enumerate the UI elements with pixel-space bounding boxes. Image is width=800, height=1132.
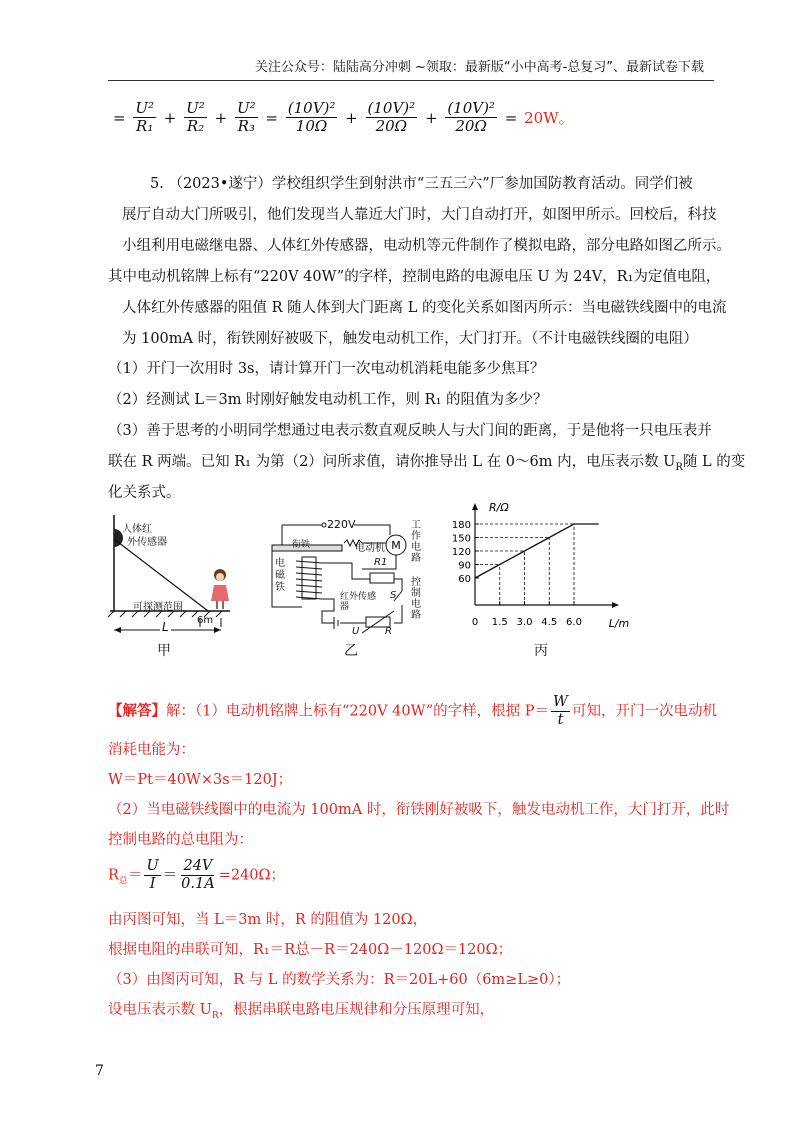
frac-num: U²	[236, 99, 256, 117]
answer-l1b: 可知，开门一次电动机	[571, 703, 717, 720]
q3-sub: R	[675, 461, 683, 473]
yi-ctrl-circuit: 控制电路	[411, 577, 421, 621]
answer-l10a: 设电压表示数 U	[108, 1002, 212, 1018]
x-tick-label: 3.0	[516, 617, 533, 628]
caption-jia: 甲	[157, 643, 171, 659]
question-3-line-1: （3）善于思考的小明同学想通过电表示数直观反映人与大门间的距离，于是他将一只电压表并	[108, 423, 712, 439]
frac-num: (10V)²	[287, 99, 336, 117]
y-tick-label: 150	[451, 533, 471, 545]
frac-num: U²	[186, 99, 205, 117]
yi-U: U	[352, 626, 360, 637]
frac-num: (10V)²	[367, 99, 416, 117]
yi-R1: R1	[374, 557, 388, 568]
answer-sub-total: 总	[118, 876, 128, 887]
answer-line-9: （3）由图丙可知，R 与 L 的数学关系为：R＝20L+60（6m≥L≥0）；	[108, 972, 571, 988]
series-line	[475, 524, 599, 578]
problem-line-2: 展厅自动大门所吸引，他们发现当人靠近大门时，大门自动打开，如图甲所示。回校后，科技	[122, 207, 717, 223]
frac-num: U	[146, 858, 159, 874]
answer-line-5: 控制电路的总电阻为：	[108, 832, 253, 848]
frac-num: 24V	[183, 858, 213, 874]
frac-num: U²	[135, 99, 155, 117]
plus-sign: +	[424, 108, 438, 127]
page-header: 关注公众号：陆陆高分冲刺 ~领取：最新版“小中高考-总复习”、最新试卷下载	[254, 60, 704, 75]
answer-line-4: （2）当电磁铁线圈中的电流为 100mA 时，衔铁刚好被吸下，触发电动机工作，大门打开，此时	[108, 802, 730, 818]
answer-line-1	[108, 694, 717, 729]
yi-electromagnet: 电磁铁	[275, 558, 285, 593]
yi-voltage: 220V	[327, 518, 356, 531]
frac-den: 20Ω	[375, 117, 408, 135]
x-tick-label: 1.5	[491, 617, 508, 628]
answer-line-7: 由丙图可知，当 L＝3m 时，R 的阻值为 120Ω，	[108, 912, 428, 928]
question-2: （2）经测试 L＝3m 时刚好触发电动机工作，则 R₁ 的阻值为多少？	[108, 392, 548, 408]
caption-yi: 乙	[344, 643, 358, 659]
y-tick-label: 90	[458, 560, 471, 572]
answer-eq: ＝	[127, 867, 143, 884]
figure-jia	[100, 515, 240, 660]
figure-bing-chart	[445, 501, 630, 633]
x-tick-label: 6.0	[566, 617, 582, 628]
problem-line-3: 小组利用电磁继电器、人体红外传感器，电动机等元件制作了模拟电路，部分电路如图乙所示。	[122, 238, 731, 254]
answer-l1a: 解：（1）电动机铭牌上标有“220V 40W”的字样，根据 P＝	[166, 703, 550, 720]
yi-S: S	[390, 590, 397, 601]
frac-den: 0.1A	[181, 876, 215, 892]
frac-den: R₂	[186, 117, 205, 135]
x-tick-label: 0	[471, 617, 479, 628]
question-3-line-2	[108, 450, 745, 473]
answer-result: =240Ω；	[218, 867, 286, 884]
answer-line-6	[108, 858, 285, 893]
answer-line-3: W＝Pt＝40W×3s＝120J；	[108, 772, 293, 788]
yi-work-circuit: 工作电路	[411, 520, 421, 564]
answer-l10-sub: R	[211, 1010, 219, 1021]
problem-line-5: 人体红外传感器的阻值 R 随人体到大门距离 L 的变化关系如图丙所示：当电磁铁线圈中的电流	[122, 300, 727, 316]
problem-line-1: 5. （2023•遂宁）学校组织学生到射洪市“三五三六”厂参加国防教育活动。同学们被	[150, 176, 693, 192]
y-axis-arrow	[472, 503, 478, 510]
frac-den: R₁	[136, 117, 154, 135]
frac-den: R₃	[237, 117, 255, 135]
yi-armature: 衔铁	[292, 540, 311, 550]
caption-bing: 丙	[534, 643, 548, 659]
header-divider	[108, 80, 714, 81]
y-tick-label: 60	[458, 574, 471, 585]
y-tick-label: 120	[451, 547, 471, 558]
eq-sign: =	[113, 108, 126, 127]
formula-result: 20W。	[524, 109, 574, 127]
frac-den: I	[149, 876, 156, 892]
plus-sign: +	[163, 108, 177, 127]
plus-sign: +	[214, 108, 228, 127]
y-tick-label: 180	[451, 520, 471, 531]
x-axis-label: L/m	[608, 617, 630, 630]
answer-line-10	[108, 998, 494, 1021]
answer-l10b: ，根据串联电路电压规律和分压原理可知，	[218, 1002, 495, 1018]
page-number: 7	[95, 1063, 104, 1079]
girl-figure	[211, 569, 229, 609]
L-label: L	[162, 620, 169, 634]
sensor-label-1: 人体红	[122, 524, 152, 535]
answer-eq2: ＝	[162, 867, 178, 884]
answer-R-total: R	[108, 867, 119, 884]
frac-den: 20Ω	[455, 117, 487, 135]
plus-sign: +	[345, 108, 358, 127]
x-tick-label: 4.5	[541, 617, 558, 628]
problem-line-6: 为 100mA 时，衔铁刚好被吸下，触发电动机工作，大门打开。（不计电磁铁线圈的电阻）	[122, 331, 698, 347]
sensor-label-2: 外传感器	[127, 537, 167, 548]
question-3-line-3: 化关系式。	[108, 485, 181, 501]
answer-line-2: 消耗电能为：	[108, 742, 195, 758]
y-axis-label: R/Ω	[489, 501, 509, 514]
yi-sensor: 红外传感器	[340, 592, 377, 612]
formula-top	[112, 100, 575, 135]
yi-R: R	[385, 626, 392, 637]
eq-sign: =	[504, 108, 518, 127]
motor-symbol: M	[391, 539, 401, 552]
answer-line-8: 根据电阻的串联可知，R₁＝R总－R＝240Ω－120Ω＝120Ω；	[108, 942, 513, 958]
question-1: （1）开门一次用时 3s，请计算开门一次电动机消耗电能多少焦耳？	[108, 361, 545, 377]
frac-num: W	[553, 694, 568, 710]
eq-sign: =	[265, 108, 278, 127]
x-axis-arrow	[612, 602, 619, 608]
q3-tail: 随 L 的变	[682, 454, 746, 470]
problem-line-4: 其中电动机铭牌上标有“220V 40W”的字样，控制电路的电源电压 U 为 24V，R₁为定值电阻，	[108, 269, 721, 285]
yi-motor-label: 电动机	[355, 543, 385, 554]
answer-tag: 【解答】	[108, 702, 166, 720]
q3-text: 联在 R 两端。已知 R₁ 为第（2）问所求值，请你推导出 L 在 0～6m 内，电压表示数 U	[108, 454, 676, 470]
frac-den: 10Ω	[295, 117, 328, 135]
range-label: 可探测范围	[133, 602, 183, 613]
frac-den: t	[557, 712, 564, 728]
frac-num: (10V)²	[447, 99, 495, 117]
dist-label: 6m	[197, 615, 214, 626]
